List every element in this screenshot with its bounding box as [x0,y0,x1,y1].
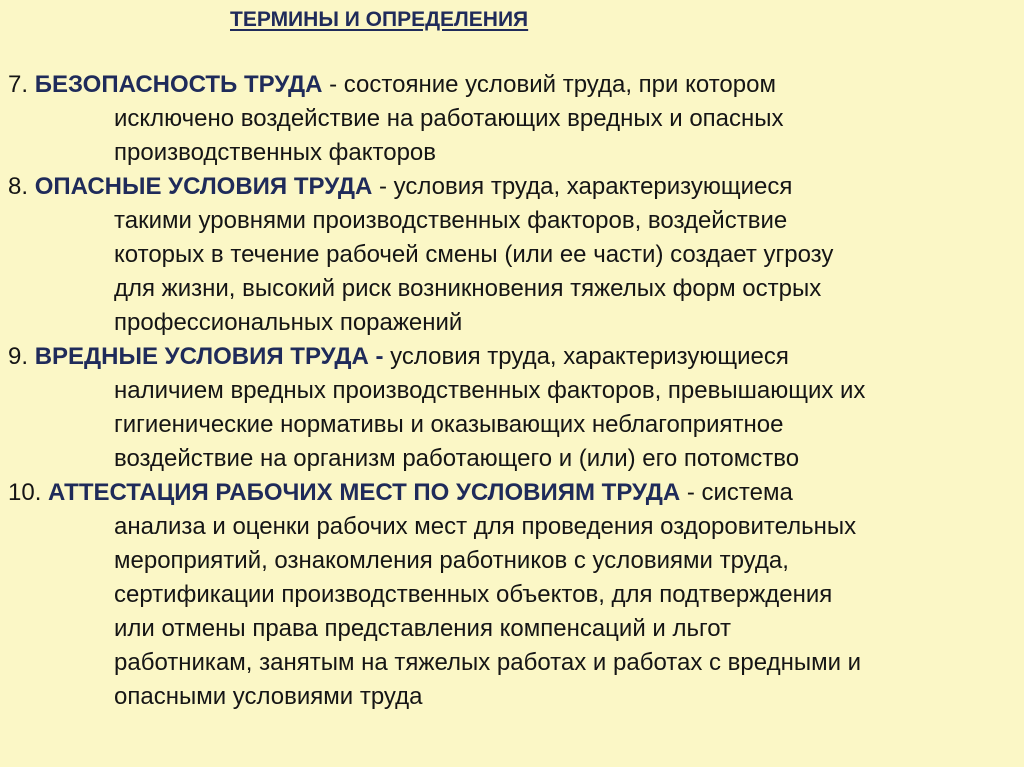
definition-text: наличием вредных производственных факторов, превышающих их [114,377,866,404]
definition-10 [8,476,1016,714]
definition-text: анализа и оценки рабочих мест для проведения оздоровительных [114,513,857,540]
definition-number: 8. [8,173,35,200]
definition-text: сертификации производственных объектов, для подтверждения [114,581,833,608]
definition-text: которых в течение рабочей смены (или ее части) создает угрозу [114,241,834,268]
definition-text: исключено воздействие на работающих вредных и опасных [114,105,784,132]
definition-text: - система [680,479,793,506]
definitions-list [8,68,1016,714]
definition-text: такими уровнями производственных факторов, воздействие [114,207,788,234]
definition-8 [8,170,1016,340]
definition-text: воздействие на организм работающего и (или) его потомство [114,445,800,472]
definition-9 [8,340,1016,476]
definition-text: опасными условиями труда [114,683,423,710]
definition-text: или отмены права представления компенсаций и льгот [114,615,732,642]
definition-term: БЕЗОПАСНОСТЬ ТРУДА [34,71,323,98]
definition-line [8,476,1016,510]
definition-number: 10. [8,479,49,506]
definition-number: 9. [8,343,35,370]
definition-term: ОПАСНЫЕ УСЛОВИЯ ТРУДА [34,173,373,200]
definition-line [8,68,1016,102]
definition-text: условия труда, характеризующиеся [383,343,789,370]
page-title: ТЕРМИНЫ И ОПРЕДЕЛЕНИЯ [230,8,529,31]
definition-line [8,340,1016,374]
definition-term: АТТЕСТАЦИЯ РАБОЧИХ МЕСТ ПО УСЛОВИЯМ ТРУДА [48,479,681,506]
definition-text: гигиенические нормативы и оказывающих неблагоприятное [114,411,784,438]
definition-text: - состояние условий труда, при котором [322,71,776,98]
definition-number: 7. [8,71,35,98]
definition-text: для жизни, высокий риск возникновения тяжелых форм острых [114,275,822,302]
definition-text: производственных факторов [114,139,437,166]
definition-text: профессиональных поражений [114,309,463,336]
definition-text: работникам, занятым на тяжелых работах и работах с вредными и [114,649,862,676]
definition-term: ВРЕДНЫЕ УСЛОВИЯ ТРУДА - [34,343,384,370]
definition-7 [8,68,1016,170]
definition-text: мероприятий, ознакомления работников с условиями труда, [114,547,789,574]
definition-text: - условия труда, характеризующиеся [372,173,793,200]
definition-line [8,170,1016,204]
